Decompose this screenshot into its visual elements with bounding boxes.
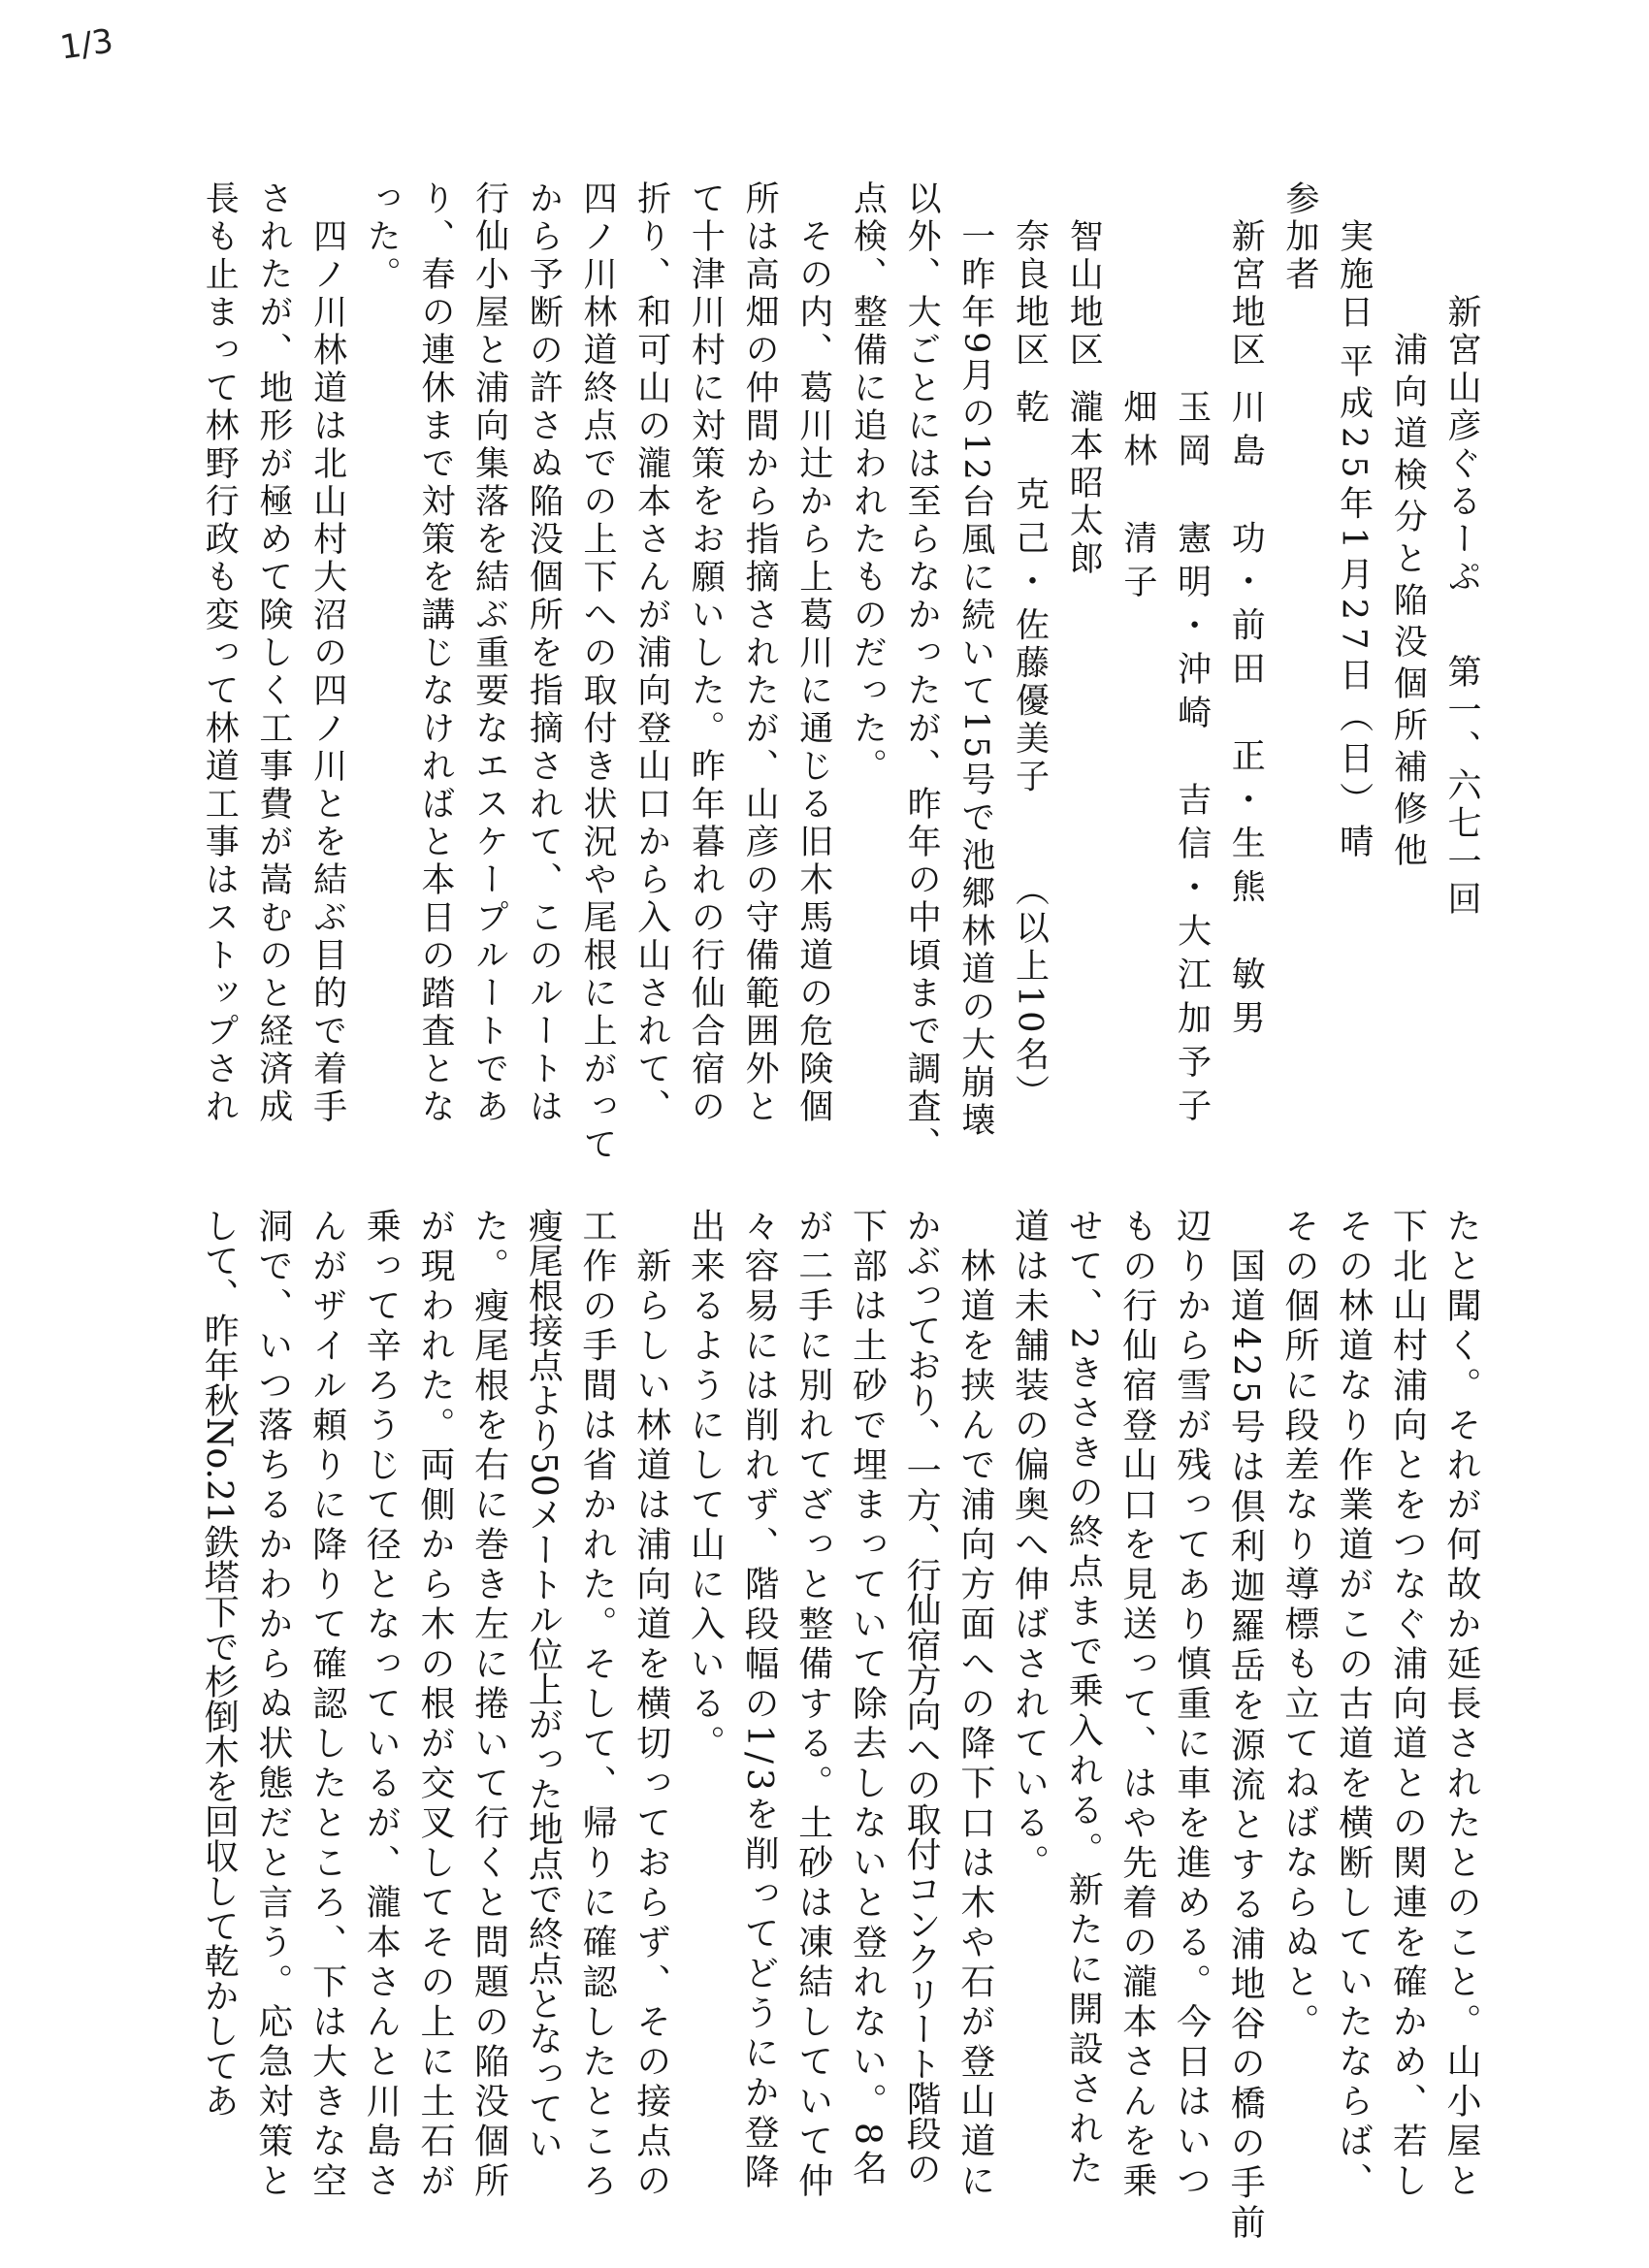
text-column: 辺りから雪が残ってあり慎重に車を進める。今日はいつ xyxy=(1171,1208,1212,2202)
text-column: 一昨年9月の12台風に続いて15号で池郷林道の大崩壊 xyxy=(955,218,995,1141)
meeting-number: 第一、六七一回 xyxy=(1442,653,1481,919)
name-separator: ・ xyxy=(1010,563,1050,607)
participants-row xyxy=(1056,180,1111,1199)
report-title: 浦向道検分と陥没個所補修他 xyxy=(1388,332,1428,874)
participant-name: 生熊 敏男 xyxy=(1226,825,1266,1044)
text-column: もの行仙宿登山口を見送って、はや先着の瀧本さんを乗 xyxy=(1116,1208,1157,2202)
header-line xyxy=(1434,180,1488,1199)
date-line xyxy=(1326,180,1380,1199)
text-column: 乗って辛ろうじて径となっているが、瀧本さんと川島さ xyxy=(361,1208,402,2202)
participant-name: 佐藤優美子 xyxy=(1010,606,1050,796)
upper-text-block xyxy=(191,180,1488,1199)
text-column: されたが、地形が極めて険しく工事費が嵩むのと経済成 xyxy=(253,180,293,1126)
text-column: が二手に別れてざっと整備する。土砂は凍結していて仲 xyxy=(792,1208,833,2202)
text-column: せて、2きさきの終点まで乗入れる。新たに開設された xyxy=(1063,1208,1104,2189)
text-column: 国道425号は倶利迦羅岳を源流とする浦地谷の橋の手前 xyxy=(1225,1247,1266,2244)
text-column: から予断の許さぬ陥没個所を指摘されて、このルートは xyxy=(524,180,564,1126)
name-separator: ・ xyxy=(1172,606,1212,651)
text-column: その個所に段差なり導標も立てねばならぬと。 xyxy=(1278,1208,1319,2043)
participant-name: 乾 克己 xyxy=(1010,388,1050,564)
text-column: 点検、整備に追われたものだった。 xyxy=(848,180,888,786)
text-column: 瘦尾根接点より50メートル位上がった地点で終点となってい xyxy=(523,1208,564,2160)
text-column: かぶっており、一方、行仙宿方向への取付コンクリート階段の xyxy=(901,1208,942,2186)
text-column: 出来るようにして山に入いる。 xyxy=(685,1208,726,1765)
participants-row xyxy=(1164,180,1218,1199)
page-number: 1/3 xyxy=(57,21,116,68)
participant-area-label: 智山地区 xyxy=(1064,218,1104,370)
participant-name: 沖崎 吉信 xyxy=(1172,650,1212,869)
text-column: り、春の連休まで対策を講じなければと本日の踏査とな xyxy=(415,180,455,1126)
text-column: 下北山村浦向とをつなぐ浦向道との関連を確かめ、若し xyxy=(1387,1208,1428,2202)
name-separator: ・ xyxy=(1172,868,1212,913)
participant-count-note: （以上10名） xyxy=(1010,871,1050,1113)
text-column: 洞で、いつ落ちるかわからぬ状態だと言う。応急対策と xyxy=(252,1208,293,2202)
participant-name: 瀧本昭太郎 xyxy=(1064,388,1104,578)
participant-name: 大江加予子 xyxy=(1172,912,1212,1131)
text-column: 折り、和可山の瀧本さんが浦向登山口から入山されて、 xyxy=(631,180,671,1126)
text-column: 工作の手間は省かれた。そして、帰りに確認したところ xyxy=(577,1208,617,2202)
text-column: 下部は土砂で埋まっていて除去しないと登れない。8名 xyxy=(847,1208,888,2189)
participants-row xyxy=(1110,180,1164,1199)
participant-name: 玉岡 憲明 xyxy=(1172,388,1212,607)
text-column: たと聞く。それが何故か延長されたとのこと。山小屋と xyxy=(1441,1208,1481,2202)
participant-name: 川島 功 xyxy=(1226,388,1266,564)
participants-row xyxy=(1002,180,1056,1199)
text-column: 道は未舗装の偏奥へ伸ばされている。 xyxy=(1009,1208,1050,1884)
text-column: 新らしい林道は浦向道を横切っておらず、その接点の xyxy=(630,1247,671,2202)
text-column: 々容易には削れず、階段幅の1/3を削ってどうにか登降 xyxy=(739,1208,780,2193)
text-column: 四ノ川林道終点での上下への取付き状況や尾根に上がって xyxy=(578,180,617,1164)
group-name: 新宮山彦ぐるーぷ xyxy=(1442,294,1481,597)
text-column: 林道を挟んで浦向方面への降下口は木や石が登山道に xyxy=(954,1247,995,2202)
text-column: 四ノ川林道は北山村大沼の四ノ川とを結ぶ目的で着手 xyxy=(307,218,347,1126)
text-column: 以外、大ごとには至らなかったが、昨年の中頃まで調査、 xyxy=(902,180,942,1164)
participant-name: 前田 正 xyxy=(1226,606,1266,782)
participants-label: 参加者 xyxy=(1279,180,1319,294)
text-column: 所は高畑の仲間から指摘されたが、山彦の守備範囲外と xyxy=(740,180,780,1126)
participant-area-label: 奈良地区 xyxy=(1010,218,1050,370)
text-column: んがザイル頼りに降りて確認したところ、下は大きな空 xyxy=(307,1208,347,2202)
name-separator: ・ xyxy=(1226,563,1266,607)
text-column: して、昨年秋No.21鉄塔下で杉倒木を回収して乾かしてあ xyxy=(199,1208,240,2118)
date-value: 平成25年1月27日（日）晴 xyxy=(1334,342,1374,866)
text-column: った。 xyxy=(362,180,402,294)
participant-area-label: 新宮地区 xyxy=(1226,218,1266,370)
text-column: て十津川村に対策をお願いした。昨年暮れの行仙合宿の xyxy=(686,180,726,1126)
name-separator: ・ xyxy=(1226,781,1266,826)
lower-text-block xyxy=(191,1208,1488,2255)
text-column: その林道なり作業道がこの古道を横断していたならば、 xyxy=(1333,1208,1374,2202)
text-column: が現われた。両側から木の根が交叉してその上に土石が xyxy=(414,1208,455,2202)
participants-row xyxy=(1218,180,1273,1199)
date-label: 実施日 xyxy=(1334,218,1374,332)
text-column: 行仙小屋と浦向集落を結ぶ重要なエスケープルートであ xyxy=(469,180,509,1126)
participant-name: 畑林 清子 xyxy=(1117,388,1157,607)
text-column: 長も止まって林野行政も変って林道工事はストップされ xyxy=(200,180,240,1126)
text-column: た。瘦尾根を右に巻き左に捲いて行くと問題の陥没個所 xyxy=(469,1208,509,2202)
text-column: その内、葛川辻から上葛川に通じる旧木馬道の危険個 xyxy=(793,218,833,1126)
